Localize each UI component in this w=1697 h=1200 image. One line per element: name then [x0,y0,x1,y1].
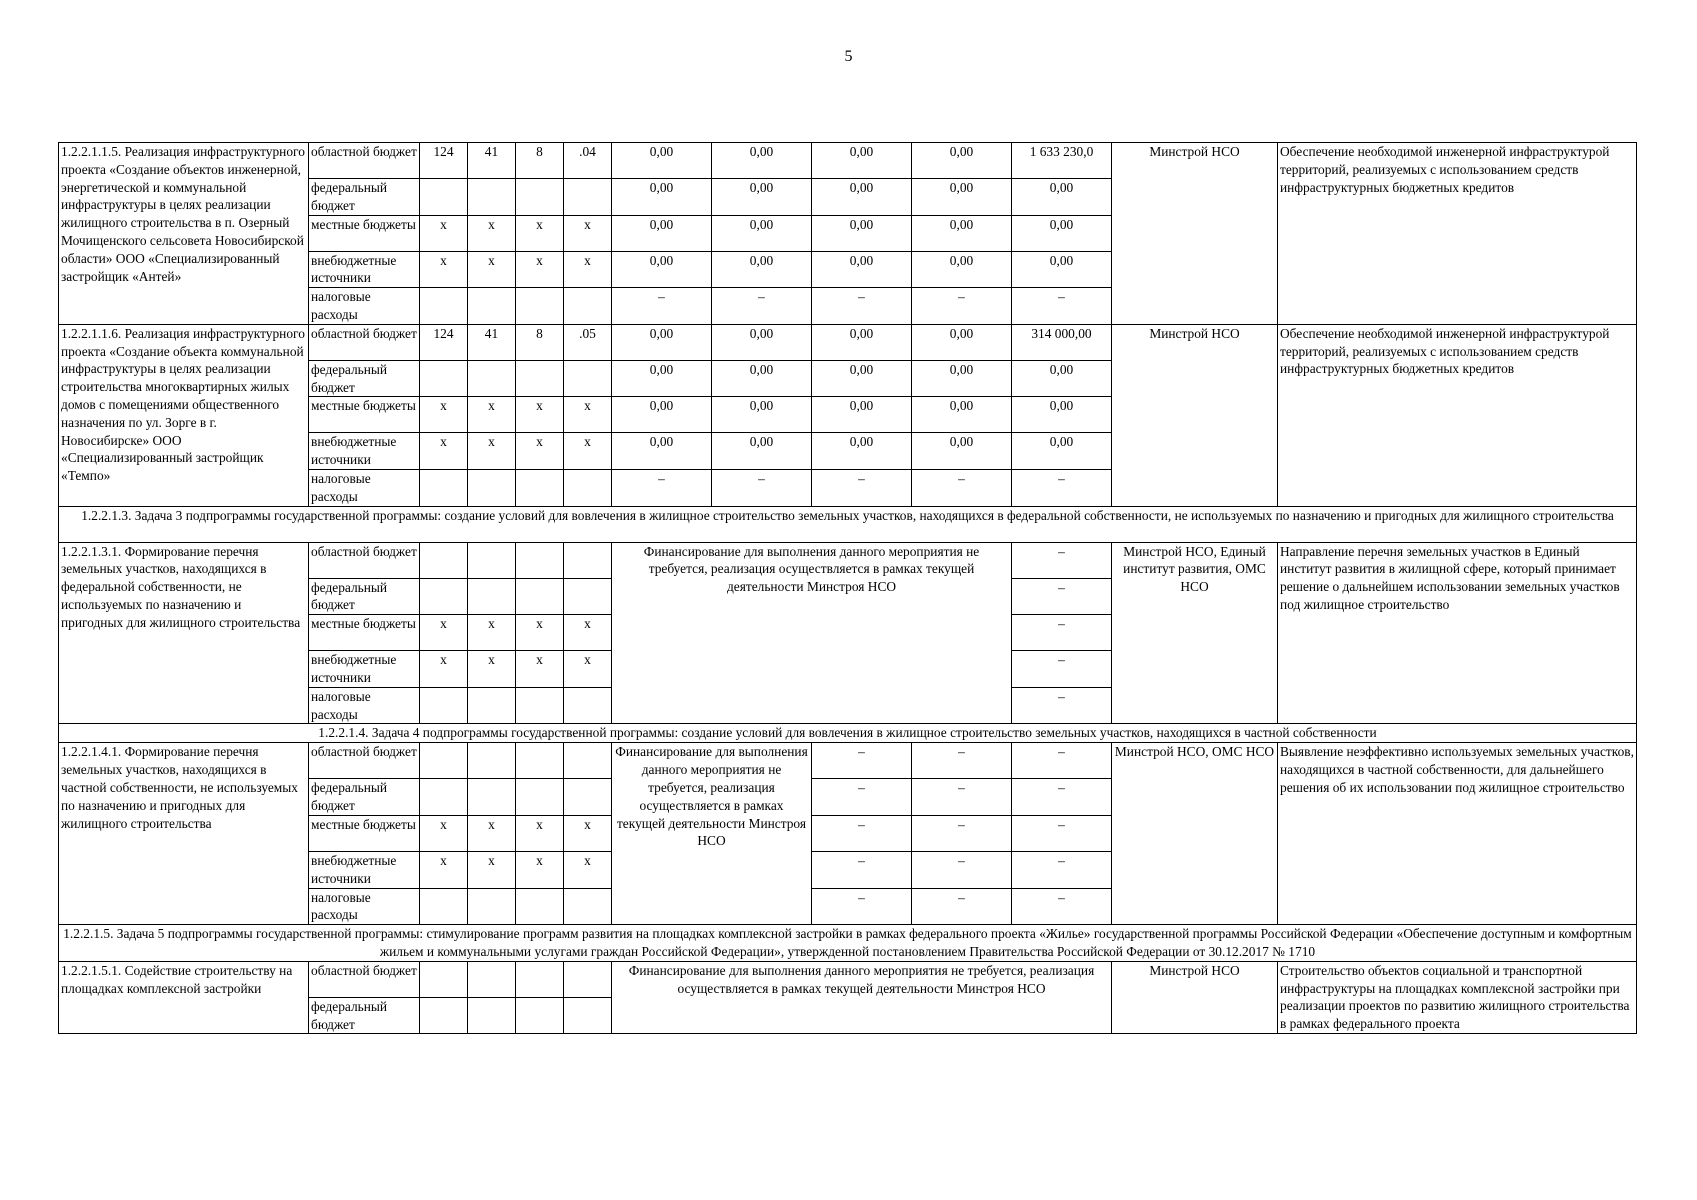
code-grbs: 124 [420,143,468,179]
source-regional: областной бюджет [309,542,420,578]
amount-cell: 0,00 [812,143,912,179]
code-x: х [468,815,516,851]
executor: Минстрой НСО, ОМС НСО [1112,743,1278,925]
amount-cell: – [612,469,712,506]
amount-cell: – [912,779,1012,816]
amount-cell: – [1012,542,1112,578]
code-x: х [420,397,468,433]
code-rz: 41 [468,143,516,179]
source-federal: федеральный бюджет [309,578,420,615]
amount-cell: 0,00 [712,433,812,470]
amount-cell: 0,00 [812,179,912,216]
task-header-row [59,724,1637,743]
amount-cell: 0,00 [612,360,712,397]
source-local: местные бюджеты [309,815,420,851]
amount-cell: 0,00 [712,360,812,397]
amount-cell: – [1012,469,1112,506]
code-x: х [516,215,564,251]
amount-cell: – [1012,815,1112,851]
executor: Минстрой НСО [1112,324,1278,506]
amount-cell: 0,00 [912,215,1012,251]
amount-cell: – [712,469,812,506]
amount-cell: – [1012,578,1112,615]
amount-cell: 0,00 [812,433,912,470]
amount-cell: – [1012,687,1112,724]
amount-cell: – [912,888,1012,925]
code-pr: 8 [516,143,564,179]
amount-cell: – [1012,743,1112,779]
code-pr: 8 [516,324,564,360]
source-extrabudget: внебюджетные источники [309,251,420,288]
source-extrabudget: внебюджетные источники [309,433,420,470]
funding-note: Финансирование для выполнения данного мероприятия не требуется, реализация осуществляется в рамках текущей деятельности Минстроя НСО [612,542,1012,724]
table-row [59,143,1637,179]
code-x: х [564,815,612,851]
amount-cell: 0,00 [1012,179,1112,216]
code-x: х [468,851,516,888]
amount-cell: 0,00 [812,360,912,397]
amount-cell: 0,00 [712,143,812,179]
amount-cell: 0,00 [612,397,712,433]
amount-cell: 0,00 [912,179,1012,216]
source-tax: налоговые расходы [309,469,420,506]
code-cs: .05 [564,324,612,360]
amount-cell: 0,00 [712,179,812,216]
source-regional: областной бюджет [309,743,420,779]
source-regional: областной бюджет [309,961,420,997]
amount-cell: – [812,743,912,779]
amount-cell: 0,00 [712,215,812,251]
amount-cell: – [812,779,912,816]
source-federal: федеральный бюджет [309,360,420,397]
amount-cell: 0,00 [712,397,812,433]
source-local: местные бюджеты [309,615,420,651]
amount-cell: 0,00 [612,143,712,179]
amount-cell: – [1012,888,1112,925]
source-tax: налоговые расходы [309,288,420,325]
amount-cell: – [1012,615,1112,651]
amount-cell: 0,00 [612,324,712,360]
expected-result: Направление перечня земельных участков в Единый институт развития в жилищной сфере, который принимает решение о дальнейшем использовании земельных участков под жилищное строительство [1278,542,1637,724]
funding-note: Финансирование для выполнения данного мероприятия не требуется, реализация осуществляется в рамках текущей деятельности Минстроя НСО [612,961,1112,1034]
amount-cell: 0,00 [812,215,912,251]
source-extrabudget: внебюджетные источники [309,651,420,688]
amount-cell: – [912,815,1012,851]
amount-cell: 0,00 [712,251,812,288]
amount-cell: – [912,288,1012,325]
expected-result: Выявление неэффективно используемых земельных участков, находящихся в частной собственности, для дальнейшего решения об их использовании под жилищное строительство [1278,743,1637,925]
table-row [59,743,1637,779]
code-x: х [516,251,564,288]
code-x: х [420,251,468,288]
executor: Минстрой НСО, Единый институт развития, ОМС НСО [1112,542,1278,724]
funding-note: Финансирование для выполнения данного мероприятия не требуется, реализация осуществляется в рамках текущей деятельности Минстроя НСО [612,743,812,925]
task-4-header: 1.2.2.1.4. Задача 4 подпрограммы государственной программы: создание условий для вовлечения в жилищное строительство земельных участков, находящихся в частной собственности [59,724,1637,743]
amount-cell: 0,00 [1012,397,1112,433]
code-x: х [516,851,564,888]
amount-cell: – [812,851,912,888]
executor: Минстрой НСО [1112,961,1278,1034]
code-x: х [564,851,612,888]
amount-cell: – [1012,851,1112,888]
code-rz: 41 [468,324,516,360]
code-x: х [468,215,516,251]
code-x: х [516,397,564,433]
amount-cell: 0,00 [812,324,912,360]
amount-cell: – [812,815,912,851]
code-x: х [468,397,516,433]
source-federal: федеральный бюджет [309,779,420,816]
amount-cell: – [1012,288,1112,325]
amount-cell: 0,00 [912,360,1012,397]
amount-cell: 0,00 [612,215,712,251]
amount-cell: – [812,888,912,925]
activity-name: 1.2.2.1.4.1. Формирование перечня земельных участков, находящихся в частной собственности, не используемых по назначению и пригодных для жилищного строительства [59,743,309,925]
code-x: х [564,251,612,288]
expected-result: Обеспечение необходимой инженерной инфраструктурой территорий, реализуемых с использованием средств инфраструктурных бюджетных кредитов [1278,324,1637,506]
amount-cell: 0,00 [612,179,712,216]
expected-result: Обеспечение необходимой инженерной инфраструктурой территорий, реализуемых с использованием средств инфраструктурных бюджетных кредитов [1278,143,1637,325]
amount-cell: 0,00 [712,324,812,360]
task-5-header: 1.2.2.1.5. Задача 5 подпрограммы государственной программы: стимулирование программ развития на площадках комплексной застройки в рамках федерального проекта «Жилье» государственной программы Российской Федерации «Обеспечение доступным и комфортным жильем и коммунальными услугами граждан Российской Федерации», утвержденной постановлением Правительства Российской Федерации от 30.12.2017 № 1710 [59,925,1637,962]
code-x: х [420,851,468,888]
code-x: х [468,433,516,470]
amount-cell: 0,00 [912,251,1012,288]
amount-cell: 0,00 [912,397,1012,433]
task-header-row [59,506,1637,542]
code-x: х [564,615,612,651]
source-local: местные бюджеты [309,397,420,433]
amount-cell: – [612,288,712,325]
source-tax: налоговые расходы [309,888,420,925]
code-x: х [564,651,612,688]
source-regional: областной бюджет [309,143,420,179]
table-row [59,324,1637,360]
code-x: х [564,215,612,251]
amount-cell: 0,00 [812,251,912,288]
code-grbs: 124 [420,324,468,360]
program-table [58,142,1637,1034]
amount-cell: – [812,469,912,506]
amount-cell: – [712,288,812,325]
task-header-row [59,925,1637,962]
code-x: х [516,615,564,651]
code-x: х [420,815,468,851]
amount-cell: – [812,288,912,325]
code-x: х [516,433,564,470]
table-row [59,542,1637,578]
executor: Минстрой НСО [1112,143,1278,325]
amount-cell: – [1012,651,1112,688]
amount-cell: – [912,469,1012,506]
amount-cell: 0,00 [912,433,1012,470]
code-x: х [516,815,564,851]
code-cs: .04 [564,143,612,179]
activity-name: 1.2.2.1.1.6. Реализация инфраструктурного проекта «Создание объекта коммунальной инфраструктуры в целях реализации строительства многоквартирных жилых домов с помещениями общественного назначения по ул. Зорге в г. Новосибирске» ООО «Специализированный застройщик «Темпо» [59,324,309,506]
source-regional: областной бюджет [309,324,420,360]
code-x: х [564,433,612,470]
amount-cell: 1 633 230,0 [1012,143,1112,179]
amount-cell: 0,00 [1012,251,1112,288]
source-local: местные бюджеты [309,215,420,251]
amount-cell: – [1012,779,1112,816]
amount-cell: – [912,851,1012,888]
source-federal: федеральный бюджет [309,997,420,1034]
amount-cell: – [912,743,1012,779]
code-x: х [420,433,468,470]
code-x: х [468,615,516,651]
source-federal: федеральный бюджет [309,179,420,216]
amount-cell: 0,00 [1012,433,1112,470]
amount-cell: 0,00 [912,324,1012,360]
code-x: х [420,215,468,251]
amount-cell: 0,00 [1012,360,1112,397]
table-row [59,961,1637,997]
amount-cell: 0,00 [912,143,1012,179]
amount-cell: 0,00 [812,397,912,433]
page-number: 5 [844,48,853,65]
activity-name: 1.2.2.1.3.1. Формирование перечня земельных участков, находящихся в федеральной собственности, не используемых по назначению и пригодных для жилищного строительства [59,542,309,724]
expected-result: Строительство объектов социальной и транспортной инфраструктуры на площадках комплексной застройки при реализации проектов по развитию жилищного строительства в рамках федерального проекта [1278,961,1637,1034]
code-x: х [420,651,468,688]
task-3-header: 1.2.2.1.3. Задача 3 подпрограммы государственной программы: создание условий для вовлечения в жилищное строительство земельных участков, находящихся в федеральной собственности, не используемых по назначению и пригодных для жилищного строительства [59,506,1637,542]
code-x: х [516,651,564,688]
code-x: х [468,251,516,288]
source-extrabudget: внебюджетные источники [309,851,420,888]
code-x: х [564,397,612,433]
code-x: х [420,615,468,651]
amount-cell: 0,00 [1012,215,1112,251]
activity-name: 1.2.2.1.5.1. Содействие строительству на площадках комплексной застройки [59,961,309,1034]
source-tax: налоговые расходы [309,687,420,724]
code-x: х [468,651,516,688]
amount-cell: 314 000,00 [1012,324,1112,360]
amount-cell: 0,00 [612,251,712,288]
amount-cell: 0,00 [612,433,712,470]
activity-name: 1.2.2.1.1.5. Реализация инфраструктурного проекта «Создание объектов инженерной, энергетической и коммунальной инфраструктуры в целях реализации жилищного строительства в п. Озерный Мочищенского сельсовета Новосибирской области» ООО «Специализированный застройщик «Антей» [59,143,309,325]
